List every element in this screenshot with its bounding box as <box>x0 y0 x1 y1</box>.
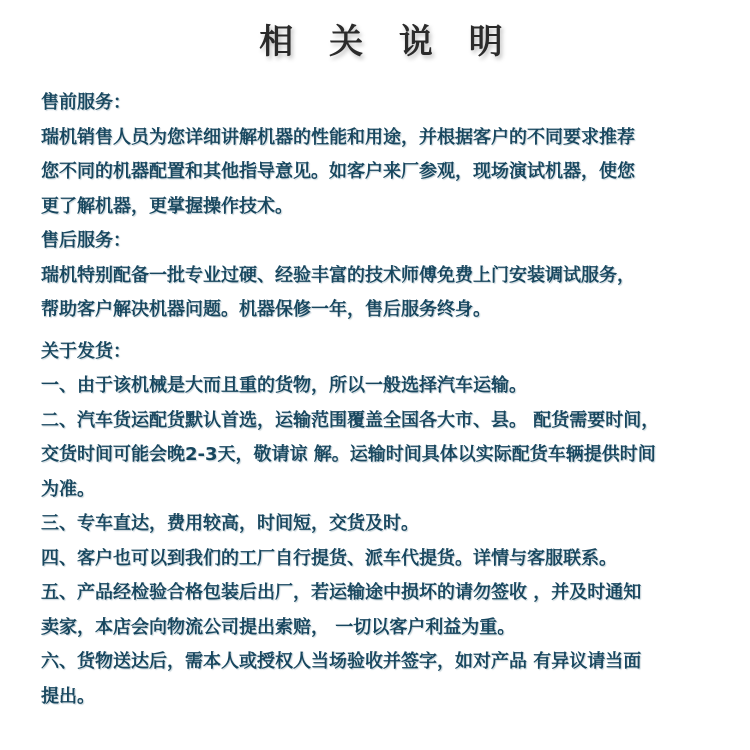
list-item: 三、专车直达，费用较高，时间短，交货及时。 <box>41 513 419 534</box>
paragraph-line: 帮助客户解决机器问题。机器保修一年，售后服务终身。 <box>41 299 491 320</box>
paragraph-line: 瑞机销售人员为您详细讲解机器的性能和用途，并根据客户的不同要求推荐 <box>41 126 635 148</box>
shipping-section <box>41 335 741 715</box>
list-item: 交货时间可能会晚2-3天，敬请谅 解。运输时间具体以实际配货车辆提供时间 <box>41 444 656 465</box>
list-item: 提出。 <box>41 685 95 707</box>
section-heading: 售前服务： <box>41 92 131 113</box>
list-item: 五、产品经检验合格包装后出厂，若运输途中损坏的请勿签收 ，并及时通知 <box>41 582 642 603</box>
description-body <box>41 86 741 714</box>
paragraph-line: 瑞机特别配备一批专业过硬、经验丰富的技术师傅免费上门安装调试服务， <box>41 264 635 286</box>
list-item: 二、汽车货运配货默认首选，运输范围覆盖全国各大市、县。 配货需要时间， <box>41 409 660 431</box>
page-title: 相 关 说 明 <box>259 22 515 62</box>
list-item: 为准。 <box>41 478 95 500</box>
list-item: 卖家，本店会向物流公司提出索赔， 一切以客户利益为重。 <box>41 616 516 638</box>
after-sale-section <box>41 224 741 328</box>
section-heading: 关于发货： <box>41 340 131 362</box>
list-item: 四、客户也可以到我们的工厂自行提货、派车代提货。详情与客服联系。 <box>41 547 617 569</box>
paragraph-line: 更了解机器，更掌握操作技术。 <box>41 195 293 217</box>
list-item: 一、由于该机械是大而且重的货物，所以一般选择汽车运输。 <box>41 375 527 396</box>
paragraph-line: 您不同的机器配置和其他指导意见。如客户来厂参观，现场演试机器，使您 <box>41 161 635 182</box>
section-heading: 售后服务： <box>41 230 131 251</box>
pre-sale-section <box>41 86 741 224</box>
section-spacer <box>41 328 741 335</box>
list-item: 六、货物送达后，需本人或授权人当场验收并签字，如对产品 有异议请当面 <box>41 651 642 672</box>
